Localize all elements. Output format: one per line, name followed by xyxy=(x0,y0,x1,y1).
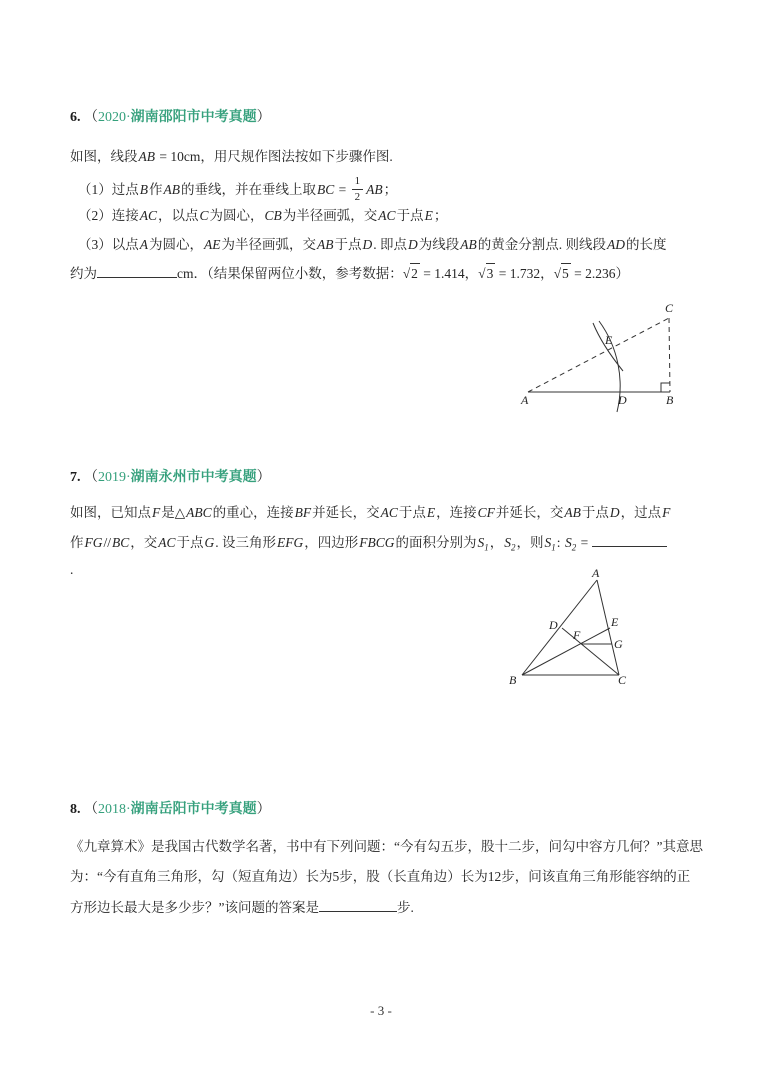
problem-6-heading: 6. （2020·湖南邵阳市中考真题） xyxy=(70,108,271,125)
right-angle-mark xyxy=(661,383,670,392)
problem-6-answer-line: 约为 cm．（结果保留两位小数，参考数据：√2 = 1.414，√3 = 1.732，√5 = 2.236） xyxy=(70,263,629,284)
point-label-B: B xyxy=(509,673,517,687)
figure-triangle-centroid xyxy=(500,563,650,691)
problem-7-number: 7. xyxy=(70,470,81,485)
problem-8-number: 8. xyxy=(70,802,81,817)
page-number: - 3 - xyxy=(370,1003,392,1018)
problem-7-line-2: 作FG//BC，交AC于点G. 设三角形EFG，四边形FBCG的面积分别为$S_1$，$S_2$，则$S_1$: $S_2$ = xyxy=(70,532,667,558)
segment-AC-dashed xyxy=(528,318,669,392)
problem-8-source-year: 2018· xyxy=(98,802,131,817)
figure-golden-section-construction xyxy=(505,293,700,421)
problem-6-step-3: （3）以点A为圆心，AE为半径画弧，交AB于点D. 即点D为线段AB的黄金分割点. 则线段AD的长度 xyxy=(78,237,667,252)
segment-AB xyxy=(522,580,597,675)
point-label-F: F xyxy=(573,628,581,642)
segment-CD xyxy=(562,628,619,675)
point-label-D: D xyxy=(618,393,627,407)
problem-8-source-name: 湖南岳阳市中考真题 xyxy=(130,800,257,816)
problem-6-line-1: 如图，线段AB = 10cm，用尺规作图法按如下步骤作图. xyxy=(70,149,393,164)
problem-8-line-3: 方形边长最大是多少步？”该问题的答案是 步. xyxy=(70,897,414,918)
point-label-C: C xyxy=(618,673,627,687)
arc-center-C xyxy=(593,323,623,371)
point-label-A: A xyxy=(521,393,529,407)
point-label-E: E xyxy=(611,615,619,629)
point-label-C: C xyxy=(665,301,674,315)
problem-6-source-year: 2020· xyxy=(98,110,131,125)
problem-7-source-name: 湖南永州市中考真题 xyxy=(130,468,257,484)
point-label-A: A xyxy=(592,566,600,580)
problem-8-line-1: 《九章算术》是我国古代数学名著，书中有下列问题：“今有勾五步，股十二步，问勾中容方几何？”其意思 xyxy=(70,839,703,854)
segment-CB-dashed xyxy=(669,318,670,392)
problem-7-line-1: 如图，已知点F是△ABC的重心，连接BF并延长，交AC于点E，连接CF并延长，交AB于点D，过点F xyxy=(70,505,671,520)
problem-7-source-year: 2019· xyxy=(98,470,131,485)
problem-7-heading: 7. （2019·湖南永州市中考真题） xyxy=(70,468,271,485)
problem-8-heading: 8. （2018·湖南岳阳市中考真题） xyxy=(70,800,271,817)
problem-6-number: 6. xyxy=(70,110,81,125)
point-label-G: G xyxy=(614,637,623,651)
segment-BE xyxy=(522,628,610,675)
point-label-B: B xyxy=(666,393,674,407)
point-label-D: D xyxy=(549,618,558,632)
problem-6-step-1: （1）过点B作AB的垂线，并在垂线上取BC = $\frac{1}{2}$ AB； xyxy=(78,175,398,203)
problem-6-step-2: （2）连接AC，以点C为圆心，CB为半径画弧，交AC于点E； xyxy=(78,208,448,223)
problem-6-source-name: 湖南邵阳市中考真题 xyxy=(130,108,257,124)
problem-7-line-3: . xyxy=(70,562,74,577)
problem-8-line-2: 为：“今有直角三角形，勾（短直角边）长为5步，股（长直角边）长为12步，问该直角三角形能容纳的正 xyxy=(70,869,691,884)
point-label-E: E xyxy=(605,333,613,347)
